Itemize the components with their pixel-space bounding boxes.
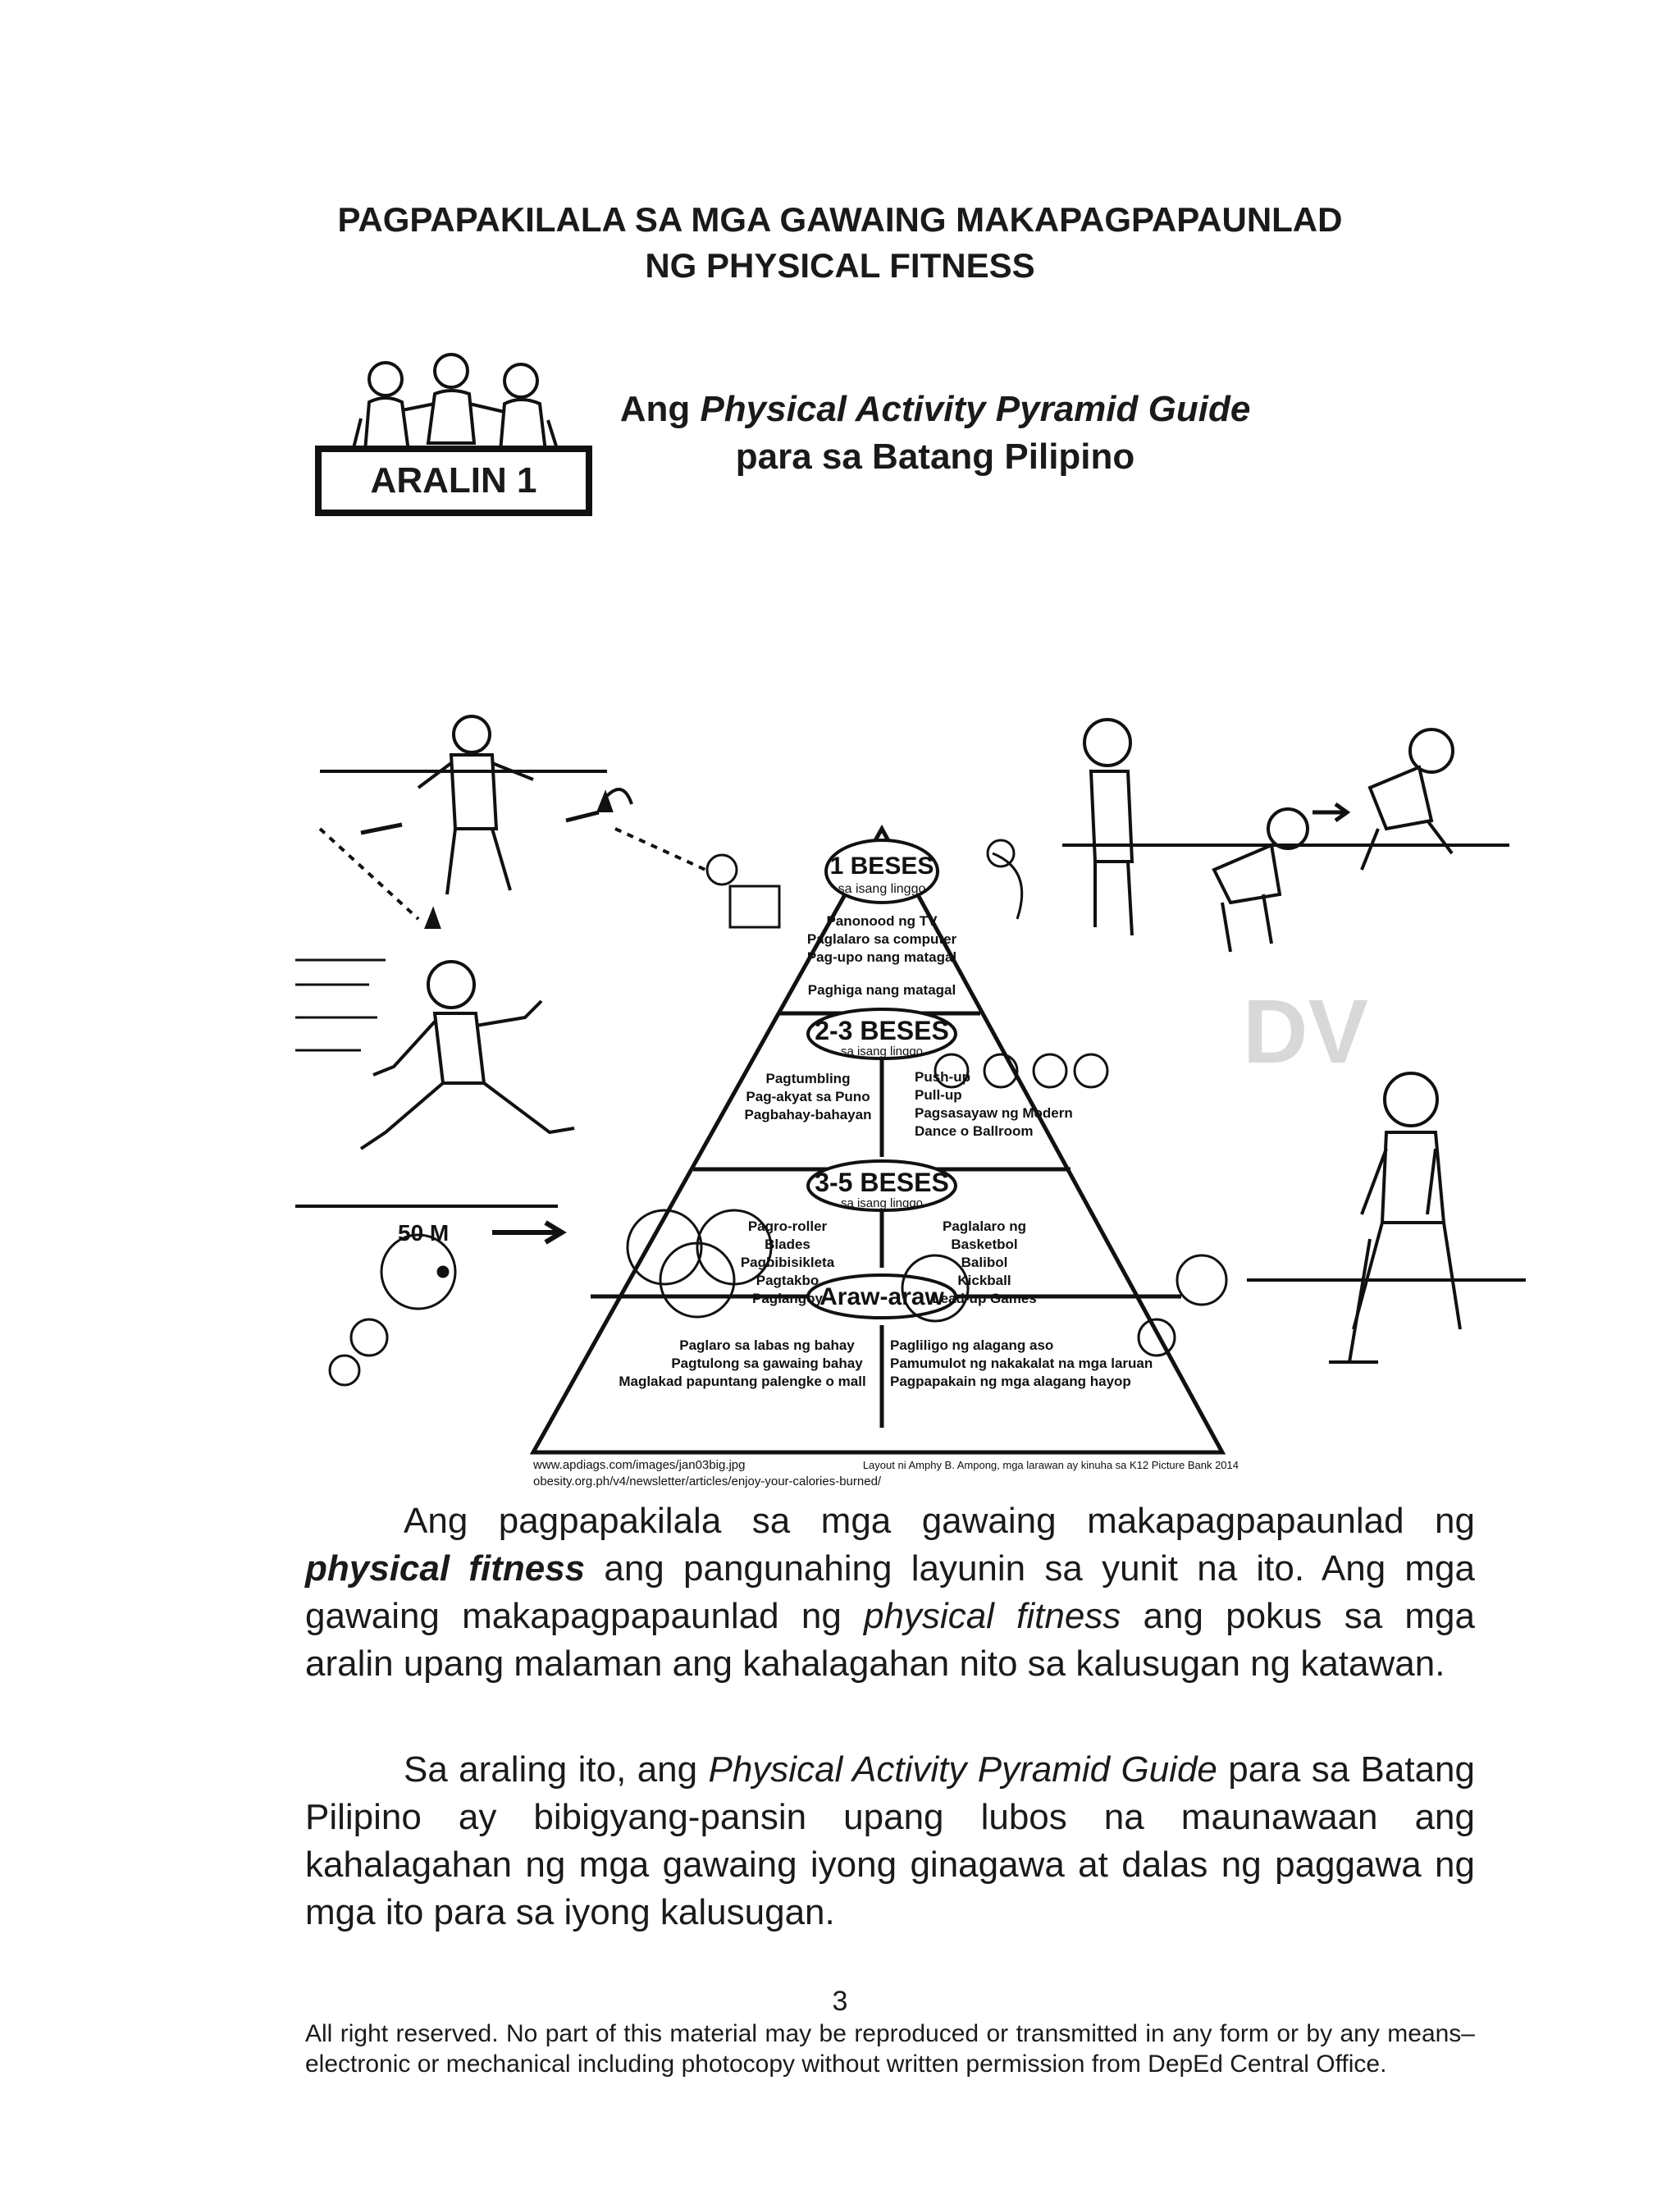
tier2-right-item: Push-up: [915, 1069, 970, 1085]
tier1-item: Paglalaro sa computer: [806, 931, 957, 947]
tier3-right-item: Balibol: [961, 1255, 1008, 1270]
tier1-item: Panonood ng TV: [826, 913, 938, 929]
tier3-right-item: Basketbol: [951, 1237, 1018, 1252]
tier3-sub: sa isang linggo: [840, 1196, 924, 1210]
girl-with-cones-illustration: [320, 716, 705, 927]
p1-text: Ang pagpapakilala sa mga gawaing makapagpapaunlad ng: [404, 1501, 1475, 1541]
subtitle-line-2: para sa Batang Pilipino: [735, 437, 1135, 477]
tier1-sub: sa isang linggo: [838, 882, 926, 896]
body-paragraph-2: [305, 1746, 1475, 1936]
tier2-sub: sa isang linggo: [840, 1045, 924, 1058]
tier4-heading: Araw-araw: [819, 1283, 944, 1310]
page-title-line-1: PAGPAPAKILALA SA MGA GAWAING MAKAPAGPAPAUNLAD: [337, 200, 1343, 239]
distance-label: 50 M: [398, 1220, 450, 1246]
page-number: 3: [832, 1986, 848, 2017]
tier3-right-item: Kickball: [957, 1273, 1011, 1288]
body-paragraph-1: [305, 1497, 1475, 1688]
subtitle-italic: Physical Activity Pyramid Guide: [700, 389, 1251, 429]
tier3-right-item: Lead-up Games: [932, 1291, 1037, 1306]
p1-italic: physical fitness: [863, 1596, 1121, 1636]
children-holding-hands-illustration: [336, 353, 582, 459]
p1-text: ang pangunahing layunin sa yunit na ito. Ang mga gawaing makapagpapaunlad ng: [305, 1548, 1475, 1636]
lesson-subtitle: [574, 386, 1296, 481]
p2-text: para sa Batang Pilipino ay bibigyang-pansin upang lubos na maunawaan ang kahalagahan ng mga gawaing iyong ginagawa at dalas ng paggawa ng mga ito para sa iyong kalusugan.: [305, 1749, 1475, 1932]
p2-italic: Physical Activity Pyramid Guide: [708, 1749, 1217, 1790]
tier3-left-item: Blades: [765, 1237, 810, 1252]
page-title-line-2: NG PHYSICAL FITNESS: [645, 246, 1035, 285]
watermark-text: DV: [1243, 981, 1368, 1082]
physical-activity-figure: [295, 689, 1542, 1493]
tier3-heading: 3-5 BESES: [815, 1168, 949, 1197]
p1-text: ang pokus sa mga aralin upang malaman ang kahalagahan nito sa kalusugan ng katawan.: [305, 1596, 1475, 1684]
image-credit: Layout ni Amphy B. Ampong, mga larawan ay kinuha sa K12 Picture Bank 2014: [862, 1459, 1239, 1471]
tier2-left-item: Pag-akyat sa Puno: [746, 1089, 870, 1104]
tier4-left-item: Maglakad papuntang palengke o mall: [619, 1374, 866, 1389]
tier2-right-item: Dance o Ballroom: [915, 1123, 1034, 1139]
tier4-left-item: Paglaro sa labas ng bahay: [679, 1337, 855, 1353]
p2-text: Sa araling ito, ang: [404, 1749, 709, 1790]
children-bear-crawl-illustration: [1062, 720, 1509, 952]
tier3-left-item: Pagtakbo: [756, 1273, 819, 1288]
tier3-right-item: Paglalaro ng: [942, 1218, 1027, 1234]
source-link: www.apdiags.com/images/jan03big.jpg: [533, 1458, 746, 1472]
running-boy-illustration: [295, 960, 574, 1206]
tier4-left-item: Pagtulong sa gawaing bahay: [671, 1356, 863, 1371]
tier4-right-item: Pagpapakain ng mga alagang hayop: [890, 1374, 1131, 1389]
tier4-right-item: Pagliligo ng alagang aso: [890, 1337, 1054, 1353]
lesson-label: ARALIN 1: [315, 446, 592, 516]
copyright-notice: All right reserved. No part of this material may be reproduced or transmitted in any form or by any means–electronic or mechanical including photocopy without written permission from DepEd Central Office.: [305, 2020, 1475, 2078]
tier4-right-item: Pamumulot ng nakakalat na mga laruan: [890, 1356, 1153, 1371]
source-link: obesity.org.ph/v4/newsletter/articles/enjoy-your-calories-burned/: [533, 1474, 882, 1488]
tier2-left-item: Pagtumbling: [765, 1071, 851, 1086]
page-title: [0, 197, 1680, 289]
tier1-item: Pag-upo nang matagal: [806, 949, 957, 965]
tier1-item: Paghiga nang matagal: [807, 982, 956, 998]
arrow-right-icon: [492, 1223, 562, 1242]
tier1-heading: 1 BESES: [829, 853, 934, 880]
p1-bold-italic: physical fitness: [305, 1548, 586, 1589]
tier3-left-item: Pagro-roller: [747, 1218, 828, 1234]
tier2-heading: 2-3 BESES: [815, 1016, 949, 1045]
tier3-left-item: Paglangoy: [752, 1291, 823, 1306]
boy-sweeping-illustration: [1247, 1073, 1526, 1362]
tier2-right-item: Pull-up: [915, 1087, 962, 1103]
tier3-left-item: Pagbibisikleta: [740, 1255, 835, 1270]
tier2-left-item: Pagbahay-bahayan: [744, 1107, 872, 1122]
tier2-right-item: Pagsasayaw ng Modern: [915, 1105, 1073, 1121]
subtitle-prefix: Ang: [619, 389, 701, 429]
